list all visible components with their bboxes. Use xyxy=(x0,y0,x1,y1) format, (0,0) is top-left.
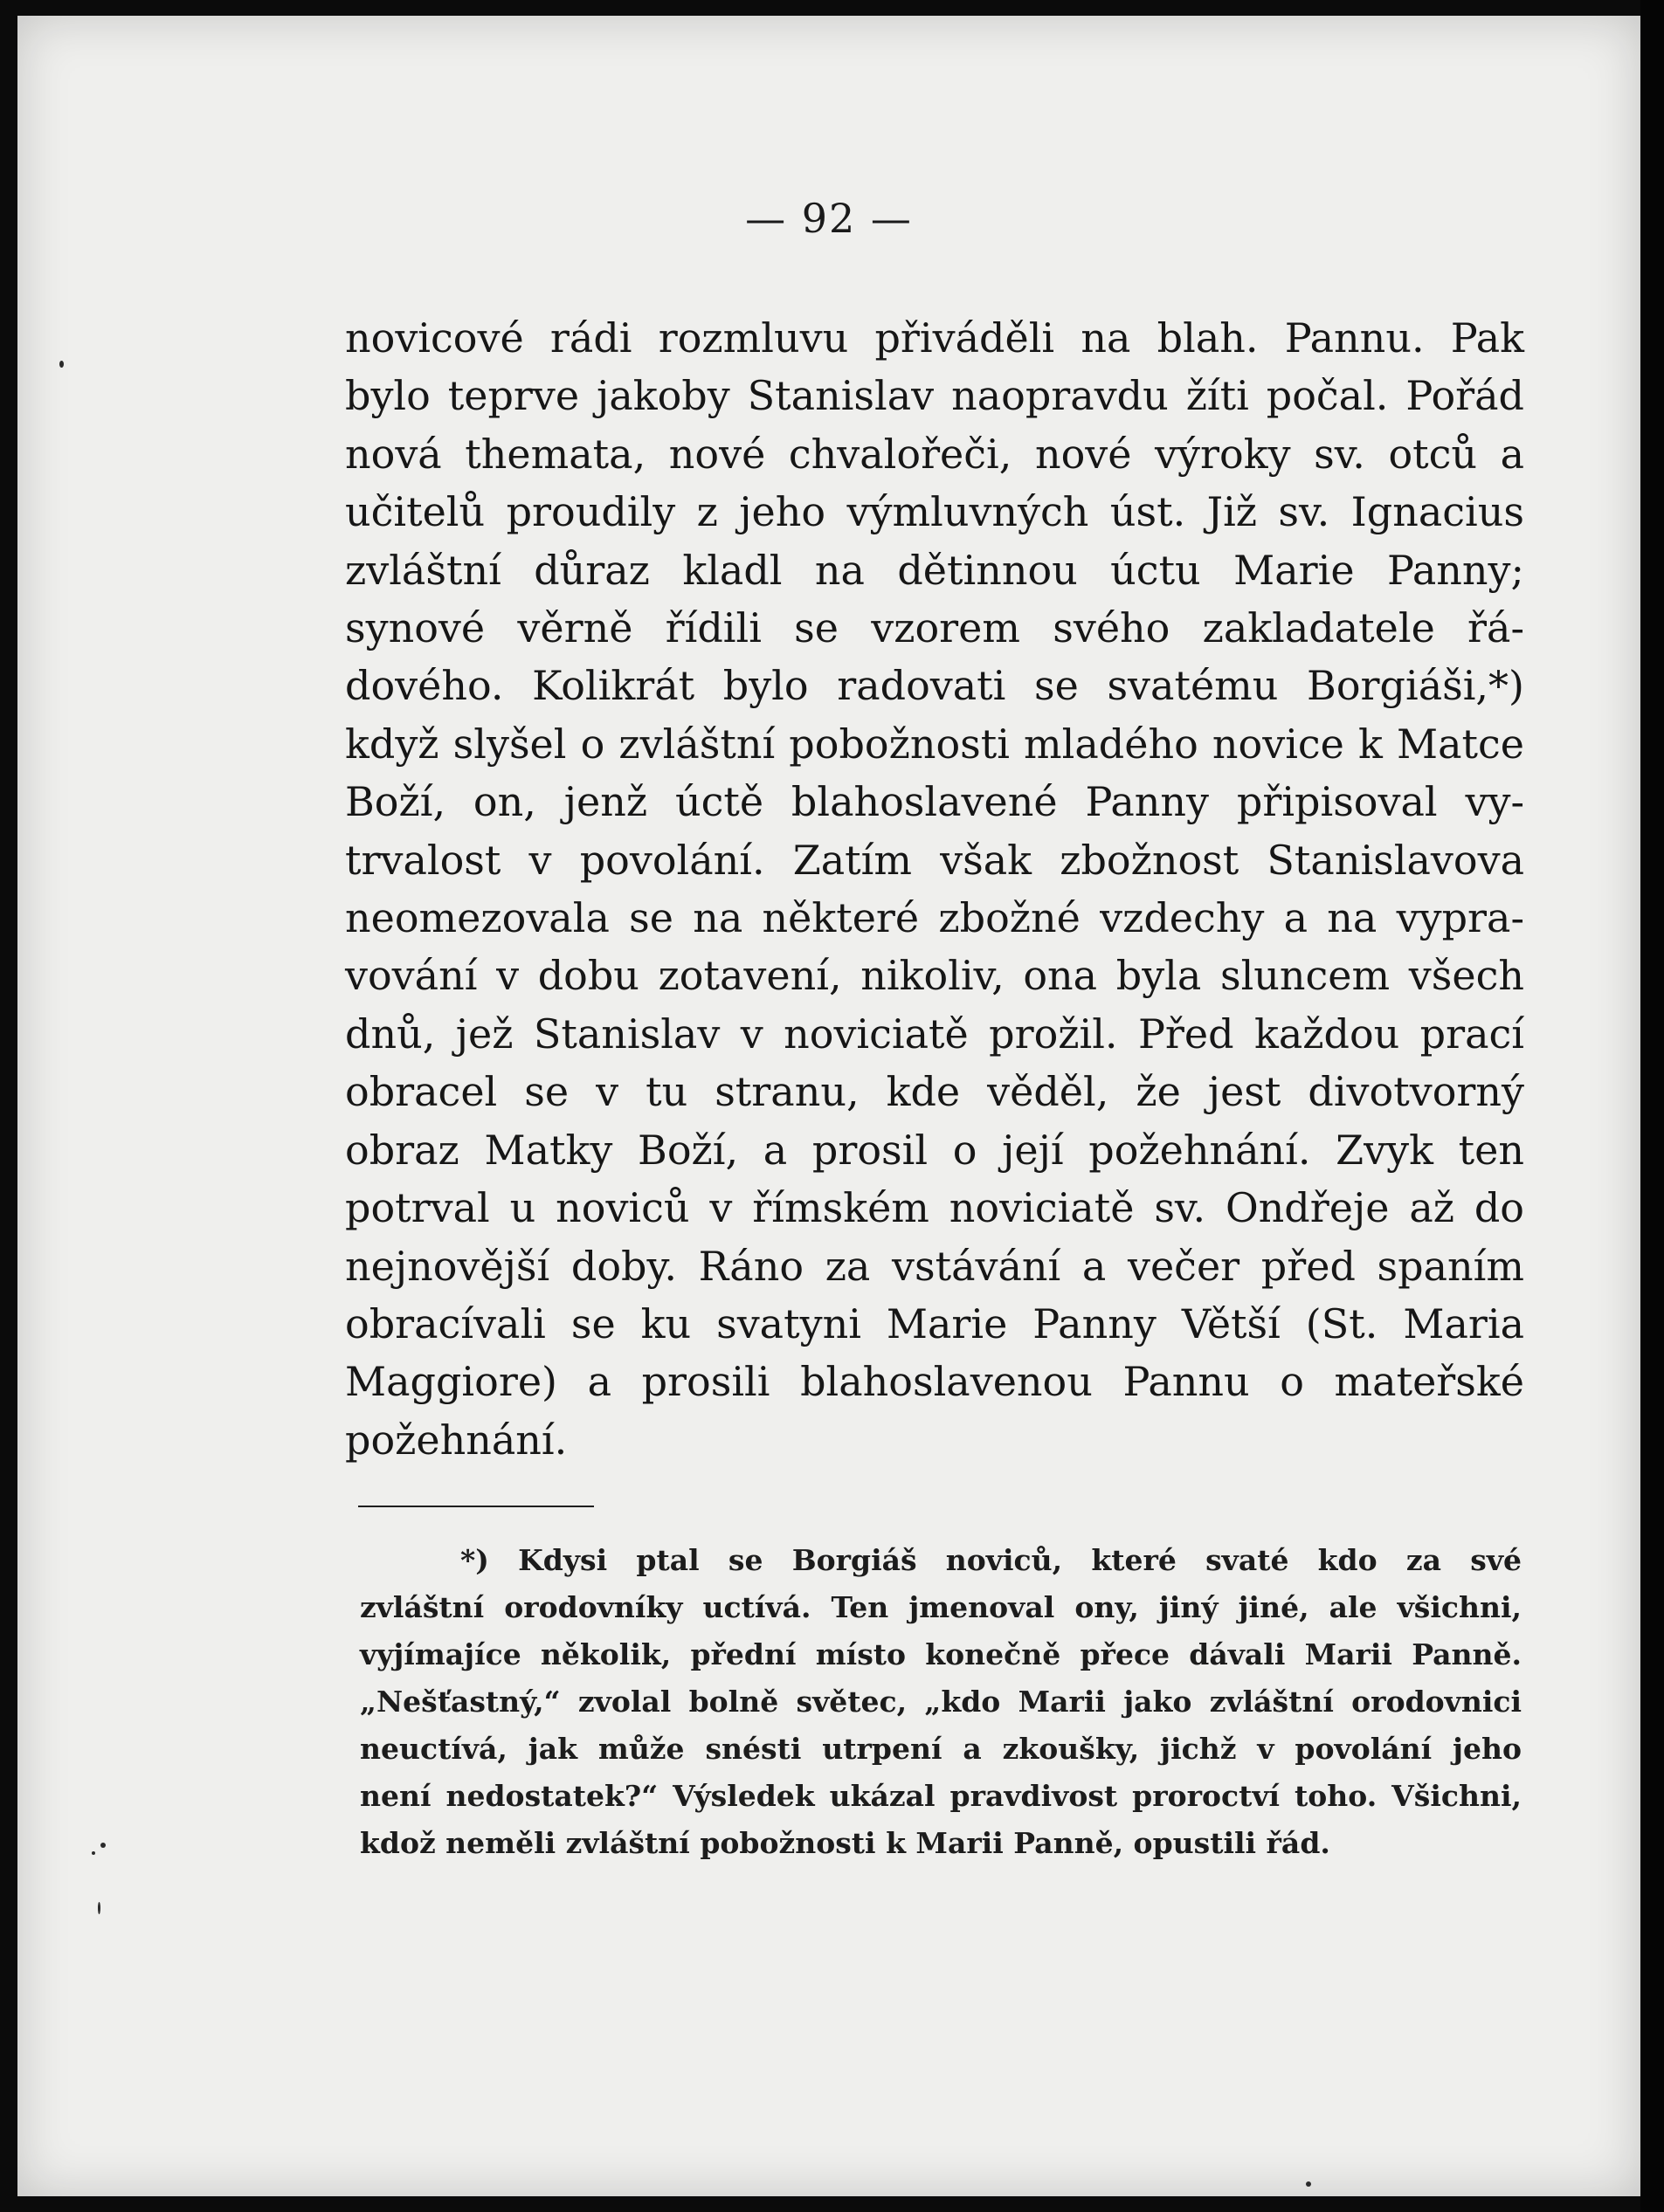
body-line: vování v dobu zotavení, nikoliv, ona byla sluncem všech xyxy=(345,952,1524,1000)
footnote-line: „Nešťastný,“ zvolal bolně světec, „kdo Marii jako zvláštní orodovnici xyxy=(360,1685,1522,1719)
body-line: potrval u noviců v římském noviciatě sv. Ondřeje až do xyxy=(345,1184,1524,1232)
footnote-line: kdož neměli zvláštní pobožnosti k Marii Panně, opustili řád. xyxy=(360,1826,1330,1860)
scan-speck xyxy=(1306,2181,1311,2187)
scan-speck xyxy=(92,1851,95,1855)
scan-speck xyxy=(98,1902,100,1914)
footnote-divider xyxy=(358,1506,594,1507)
body-line: nová themata, nové chvalořeči, nové výroky sv. otců a xyxy=(345,430,1524,478)
body-line: Boží, on, jenž úctě blahoslavené Panny připisoval vy- xyxy=(345,778,1524,826)
scan-border xyxy=(1640,0,1664,2212)
body-line: zvláštní důraz kladl na dětinnou úctu Marie Panny; xyxy=(345,546,1524,594)
body-line: nejnovější doby. Ráno za vstávání a večer před spaním xyxy=(345,1242,1524,1290)
footnote-line: vyjímajíce několik, přední místo konečně přece dávali Marii Panně. xyxy=(360,1637,1522,1671)
scanned-page xyxy=(17,16,1640,2196)
footnote-line: neuctívá, jak může snésti utrpení a zkoušky, jichž v povolání jeho xyxy=(360,1732,1522,1766)
body-line: obracívali se ku svatyni Marie Panny Větší (St. Maria xyxy=(345,1299,1524,1347)
scan-speck xyxy=(100,1843,106,1848)
body-line: když slyšel o zvláštní pobožnosti mladého novice k Matce xyxy=(345,720,1524,768)
body-line: obraz Matky Boží, a prosil o její požehnání. Zvyk ten xyxy=(345,1126,1524,1174)
page-number: — 92 — xyxy=(745,195,913,242)
body-line: synové věrně řídili se vzorem svého zakladatele řá- xyxy=(345,604,1524,652)
body-paragraph xyxy=(345,309,1524,1469)
body-line: obracel se v tu stranu, kde věděl, že jest divotvorný xyxy=(345,1068,1524,1116)
body-line: dnů, jež Stanislav v noviciatě prožil. Před každou prací xyxy=(345,1010,1524,1058)
footnote-line: *) Kdysi ptal se Borgiáš noviců, které svaté kdo za své xyxy=(460,1543,1522,1577)
scan-speck xyxy=(59,361,64,368)
footnote-line: není nedostatek?“ Výsledek ukázal pravdivost proroctví toho. Všichni, xyxy=(360,1779,1522,1813)
footnote xyxy=(360,1537,1522,1867)
body-line: neomezovala se na některé zbožné vzdechy a na vypra- xyxy=(345,894,1524,942)
footnote-line: zvláštní orodovníky uctívá. Ten jmenoval ony, jiný jiné, ale všichni, xyxy=(360,1590,1522,1624)
body-line: Maggiore) a prosili blahoslavenou Pannu o mateřské xyxy=(345,1358,1524,1406)
body-line: dového. Kolikrát bylo radovati se svatému Borgiáši,*) xyxy=(345,662,1524,710)
body-line: požehnání. xyxy=(345,1416,568,1464)
body-line: novicové rádi rozmluvu přiváděli na blah. Pannu. Pak xyxy=(345,314,1524,362)
body-line: bylo teprve jakoby Stanislav naopravdu žíti počal. Pořád xyxy=(345,372,1524,420)
body-line: učitelů proudily z jeho výmluvných úst. Již sv. Ignacius xyxy=(345,488,1524,536)
body-line: trvalost v povolání. Zatím však zbožnost Stanislavova xyxy=(345,836,1524,884)
